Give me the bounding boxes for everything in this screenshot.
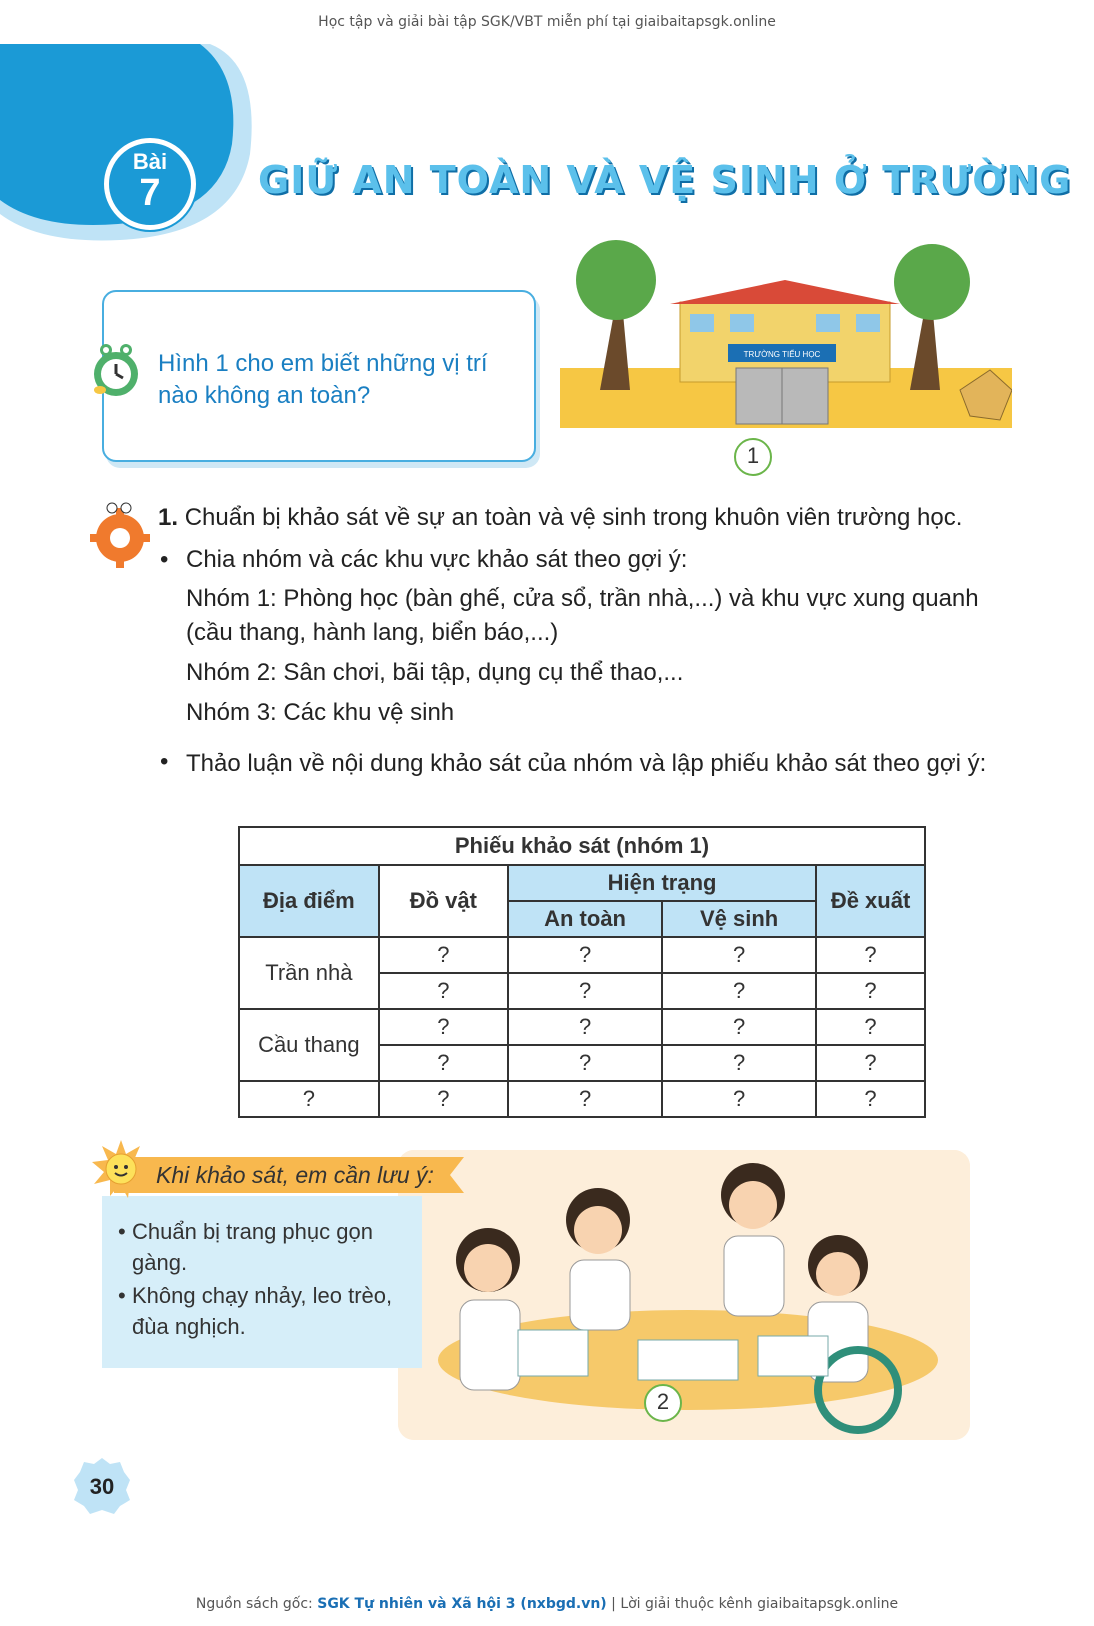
- table-cell: ?: [508, 937, 662, 973]
- table-cell: ?: [662, 1009, 816, 1045]
- table-row: [239, 937, 925, 973]
- students-discussion-illustration: [398, 1150, 970, 1440]
- page-number-badge: [72, 1456, 132, 1516]
- group-1-text: : Phòng học (bàn ghế, cửa sổ, trần nhà,...) và khu vực xung quanh (cầu thang, hành lang, biển báo,...): [186, 585, 979, 646]
- sun-icon: [92, 1140, 150, 1198]
- bullet-dot: •: [118, 1283, 126, 1308]
- table-cell: ?: [662, 937, 816, 973]
- figure-2-number: 2: [644, 1384, 682, 1422]
- group-3-text: : Các khu vệ sinh: [270, 699, 455, 726]
- bullet-2-text: Thảo luận về nội dung khảo sát của nhóm và lập phiếu khảo sát theo gợi ý:: [186, 750, 987, 777]
- clock-mascot-icon: [88, 340, 144, 400]
- table-cell: ?: [379, 973, 508, 1009]
- activity-heading-text: Chuẩn bị khảo sát về sự an toàn và vệ sinh trong khuôn viên trường học.: [184, 504, 963, 531]
- table-cell: ?: [508, 973, 662, 1009]
- group-3-label: Nhóm 3: [186, 699, 271, 726]
- table-row: [239, 1081, 925, 1117]
- activity-number: 1.: [158, 504, 179, 531]
- bullet-dot: •: [160, 748, 169, 775]
- table-cell: ?: [662, 973, 816, 1009]
- header-hygiene: Vệ sinh: [662, 901, 816, 937]
- table-cell: ?: [508, 1081, 662, 1117]
- group-3: [186, 696, 1006, 730]
- header-safety: An toàn: [508, 901, 662, 937]
- school-illustration: [560, 240, 1012, 452]
- gear-icon: [86, 500, 152, 568]
- page-number: 30: [89, 1474, 115, 1499]
- table-cell: ?: [816, 937, 925, 973]
- table-cell: ?: [379, 1081, 508, 1117]
- lesson-number: 7: [139, 172, 161, 214]
- lesson-badge: [104, 138, 196, 230]
- header-note: Học tập và giải bài tập SGK/VBT miễn phí tại giaibaitapsgk.online: [318, 14, 776, 30]
- header-proposal: Đề xuất: [816, 865, 925, 937]
- table-cell: ?: [508, 1045, 662, 1081]
- note-item-text: Không chạy nhảy, leo trèo, đùa nghịch.: [132, 1283, 393, 1339]
- bullet-1-text: Chia nhóm và các khu vực khảo sát theo gợi ý:: [186, 546, 688, 573]
- table-cell-location: Cầu thang: [239, 1009, 379, 1081]
- table-cell: ?: [816, 1081, 925, 1117]
- footer-suffix: | Lời giải thuộc kênh giaibaitapsgk.online: [606, 1596, 899, 1612]
- group-2: [186, 656, 1006, 690]
- table-cell-location: Trần nhà: [239, 937, 379, 1009]
- table-cell: ?: [662, 1081, 816, 1117]
- figure-1-number: 1: [734, 438, 772, 476]
- question-text: Hình 1 cho em biết những vị trí nào không an toàn?: [158, 350, 488, 409]
- bullet-dot: •: [160, 546, 169, 573]
- footer-note: [0, 1596, 1094, 1612]
- lesson-title: GIỮ AN TOÀN VÀ VỆ SINH Ở TRƯỜNG: [258, 158, 1072, 202]
- activity-heading: [158, 504, 1018, 532]
- header-location: Địa điểm: [239, 865, 379, 937]
- table-cell-location: ?: [239, 1081, 379, 1117]
- footer-prefix: Nguồn sách gốc:: [195, 1596, 318, 1612]
- group-2-label: Nhóm 2: [186, 659, 271, 686]
- note-item-text: Chuẩn bị trang phục gọn gàng.: [132, 1219, 373, 1275]
- table-cell: ?: [662, 1045, 816, 1081]
- header-object: Đồ vật: [379, 865, 508, 937]
- table-cell: ?: [816, 1009, 925, 1045]
- bullet-dot: •: [118, 1219, 126, 1244]
- lesson-badge-label: Bài: [132, 149, 168, 174]
- table-cell: ?: [816, 973, 925, 1009]
- note-title: Khi khảo sát, em cần lưu ý:: [156, 1162, 434, 1188]
- table-row: [239, 1009, 925, 1045]
- group-2-text: : Sân chơi, bãi tập, dụng cụ thể thao,...: [270, 659, 684, 686]
- table-cell: ?: [379, 1009, 508, 1045]
- survey-table-caption: Phiếu khảo sát (nhóm 1): [239, 827, 925, 865]
- table-cell: ?: [508, 1009, 662, 1045]
- school-sign-text: TRƯỜNG TIỂU HỌC: [743, 350, 821, 359]
- survey-table: [238, 826, 926, 1118]
- note-item: [118, 1216, 412, 1278]
- table-cell: ?: [379, 937, 508, 973]
- header-status: Hiện trạng: [508, 865, 816, 901]
- table-cell: ?: [816, 1045, 925, 1081]
- group-1-label: Nhóm 1: [186, 585, 271, 612]
- group-1: [186, 582, 1006, 650]
- table-cell: ?: [379, 1045, 508, 1081]
- footer-source-link[interactable]: SGK Tự nhiên và Xã hội 3 (nxbgd.vn): [317, 1596, 607, 1612]
- note-item: [118, 1280, 412, 1342]
